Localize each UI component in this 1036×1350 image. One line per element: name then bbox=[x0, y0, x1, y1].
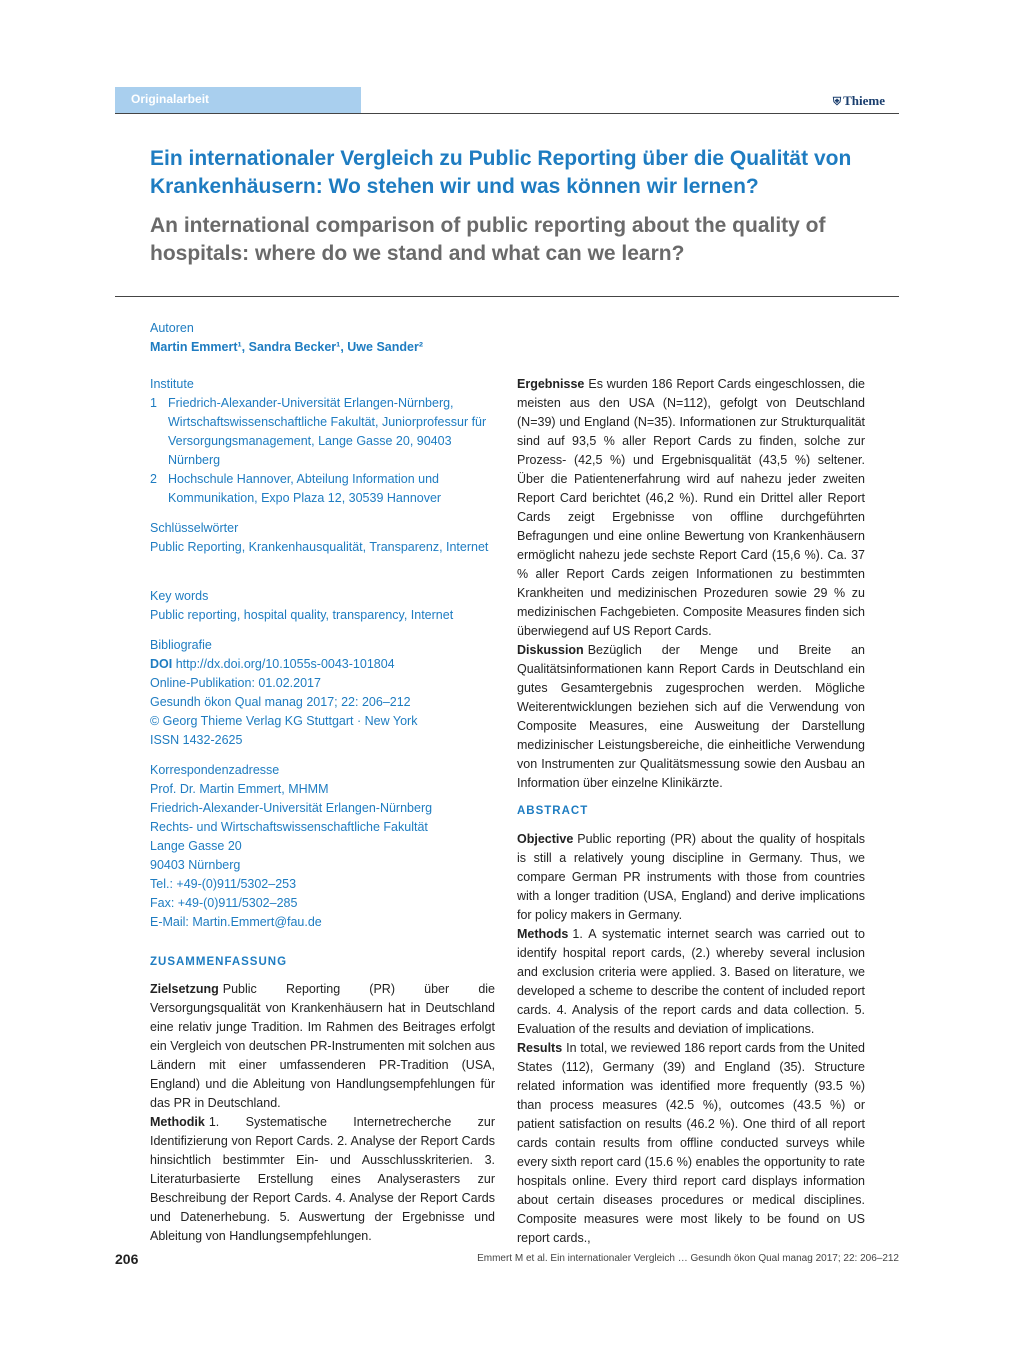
zusammenfassung-block bbox=[150, 953, 495, 1246]
results-label: Results bbox=[517, 1041, 563, 1055]
page-number: 206 bbox=[115, 1251, 139, 1267]
keywords-de-label: Schlüsselwörter bbox=[150, 521, 239, 535]
institutes-block bbox=[150, 375, 495, 508]
publisher-logo bbox=[833, 93, 885, 109]
title-english: An international comparison of public reporting about the quality of hospitals: where do we stand and what can we learn? bbox=[150, 214, 826, 265]
authors-names: Martin Emmert¹, Sandra Becker¹, Uwe Sander² bbox=[150, 340, 423, 354]
diskussion-label: Diskussion bbox=[517, 643, 584, 657]
zielsetzung-text: Public Reporting (PR) über die Versorgungsqualität von Krankenhäusern hat in Deutschland eine relativ junge Tradition. Im Rahmen des Beitrages erfolgt ein Vergleich von deutschen PR-Instrumenten mit solchen aus Ländern mit einer umfassenderen PR-Tradition (USA, England) und die Ableitung von Handlungsempfehlungen für das PR in Deutschland. bbox=[150, 982, 495, 1110]
results-text: In total, we reviewed 186 report cards from the United States (112), Germany (39) and England (35). Structure related information was identified more frequently (93.5 %) than process measures (42.5 %), outcomes (43.5 %) or patient satisfaction on results (46.2 %). One third of all report cards contain results from offline conducted surveys while every sixth report card (15.6 %) enables the opportunity to rate hospitals online. Every third report card displays information about certain diseases procedures or medical disciplines. Composite measures were most likely to be found on US report cards., bbox=[517, 1041, 865, 1245]
institute-item bbox=[150, 470, 495, 508]
methods-label: Methods bbox=[517, 927, 569, 941]
bibliografie-label: Bibliografie bbox=[150, 638, 212, 652]
zielsetzung-paragraph bbox=[150, 980, 495, 1113]
section-tab: Originalarbeit bbox=[115, 87, 361, 113]
keywords-de-block bbox=[150, 519, 495, 557]
title-rule bbox=[115, 296, 899, 297]
zusammenfassung-heading: ZUSAMMENFASSUNG bbox=[150, 956, 288, 968]
correspondence-line: Fax: +49-(0)911/5302–285 bbox=[150, 896, 298, 910]
correspondence-line: Prof. Dr. Martin Emmert, MHMM bbox=[150, 782, 329, 796]
copyright: © Georg Thieme Verlag KG Stuttgart · New York bbox=[150, 714, 418, 728]
methodik-text: 1. Systematische Internetrecherche zur Identifizierung von Report Cards. 2. Analyse der Report Cards hinsichtlich bestimmter Ein- und Ausschlusskriterien. 3. Literaturbasierte Erstellung eines Analyserasters zur Beschreibung der Report Cards. 4. Analyse der Report Cards und Datenerhebung. 5. Auswertung der Ergebnisse und Ableitung von Handlungsempfehlungen. bbox=[150, 1115, 495, 1243]
ergebnisse-paragraph bbox=[517, 375, 865, 641]
ergebnisse-label: Ergebnisse bbox=[517, 377, 585, 391]
correspondence-label: Korrespondenzadresse bbox=[150, 763, 280, 777]
methodik-paragraph bbox=[150, 1113, 495, 1246]
correspondence-block bbox=[150, 761, 495, 932]
objective-paragraph bbox=[517, 830, 865, 925]
results-paragraph bbox=[517, 1039, 865, 1248]
online-date: Online-Publikation: 01.02.2017 bbox=[150, 676, 321, 690]
correspondence-line: 90403 Nürnberg bbox=[150, 858, 241, 872]
journal-ref: Gesundh ökon Qual manag 2017; 22: 206–212 bbox=[150, 695, 411, 709]
objective-label: Objective bbox=[517, 832, 574, 846]
publisher-logo-text: Thieme bbox=[843, 93, 885, 108]
doi-label: DOI bbox=[150, 657, 173, 671]
bibliografie-block bbox=[150, 636, 495, 750]
footer-citation: Emmert M et al. Ein internationaler Vergleich … Gesundh ökon Qual manag 2017; 22: 206–212 bbox=[477, 1253, 899, 1264]
methods-paragraph bbox=[517, 925, 865, 1039]
keywords-en-label: Key words bbox=[150, 589, 209, 603]
objective-text: Public reporting (PR) about the quality of hospitals is still a relatively young discipline in Germany. Thus, we compare German PR instruments with those from countries with a longer tradition (USA, England) and derive implications for policy makers in Germany. bbox=[517, 832, 865, 922]
title-german: Ein internationaler Vergleich zu Public Reporting über die Qualität von Krankenhäusern: Wo stehen wir und was können wir lernen? bbox=[150, 147, 852, 198]
thieme-logo-icon: ⛨ bbox=[832, 96, 842, 108]
diskussion-paragraph bbox=[517, 641, 865, 793]
institutes-label: Institute bbox=[150, 377, 194, 391]
institute-item bbox=[150, 394, 495, 470]
correspondence-line: Friedrich-Alexander-Universität Erlangen-Nürnberg bbox=[150, 801, 433, 815]
ergebnisse-text: Es wurden 186 Report Cards eingeschlossen, die meisten aus den USA (N=112), gefolgt von Deutschland (N=39) und England (N=35). Informationen zur Strukturqualität sind auf 93,5 % aller Report Cards zu finden, solche zur Prozess- (42,5 %) und Ergebnisqualität (43,5 %) seltener. Über die Patientenerfahrung wird auf nahezu jeder zweiten Report Card berichtet (46,2 %). Rund ein Drittel aller Report Cards zeigt Ergebnisse von offline durchgeführten Befragungen und eine online Bewertung von Krankenhäusern ermöglicht nahezu jede sechste Report Card (15,6 %). Ca. 37 % aller Report Cards zeigen Informationen zu bestimmten Krankheiten und medizinischen Prozeduren sowie 29 % zu medizinischen Fachgebieten. Composite Measures finden sich überwiegend auf US Report Cards. bbox=[517, 377, 865, 638]
correspondence-line: Lange Gasse 20 bbox=[150, 839, 242, 853]
right-column bbox=[517, 375, 865, 1248]
keywords-en-text: Public reporting, hospital quality, transparency, Internet bbox=[150, 608, 454, 622]
abstract-heading: ABSTRACT bbox=[517, 805, 589, 817]
authors-block bbox=[150, 319, 495, 357]
keywords-de-text: Public Reporting, Krankenhausqualität, Transparenz, Internet bbox=[150, 540, 489, 554]
methods-text: 1. A systematic internet search was carried out to identify hospital report cards, (2.) whereby several inclusion and exclusion criteria were applied. 3. Based on literature, we developed a scheme to describe the content of included report cards. 4. Analysis of the report cards and data collection. 5. Evaluation of the results and deviation of implications. bbox=[517, 927, 865, 1036]
issn: ISSN 1432-2625 bbox=[150, 733, 243, 747]
keywords-en-block bbox=[150, 587, 495, 625]
institute-number: 1 bbox=[150, 396, 157, 410]
authors-label: Autoren bbox=[150, 321, 194, 335]
correspondence-line: Rechts- und Wirtschaftswissenschaftliche Fakultät bbox=[150, 820, 428, 834]
institute-text: Hochschule Hannover, Abteilung Information und Kommunikation, Expo Plaza 12, 30539 Hannover bbox=[168, 472, 442, 505]
institute-text: Friedrich-Alexander-Universität Erlangen-Nürnberg, Wirtschaftswissenschaftliche Fakultät, Juniorprofessur für Versorgungsmanagement, Lange Gasse 20, 90403 Nürnberg bbox=[168, 396, 487, 467]
methodik-label: Methodik bbox=[150, 1115, 205, 1129]
correspondence-line: Tel.: +49-(0)911/5302–253 bbox=[150, 877, 297, 891]
header-rule bbox=[115, 113, 899, 114]
diskussion-text: Bezüglich der Menge und Breite an Qualitätsinformationen kann Report Cards in Deutschland ein gutes Gesamtergebnis zugesprochen werden. Mögliche Weiterentwicklungen beziehen sich auf die Verwendung von Composite Measures, eine Ausweitung der Darstellung medizinischer Leistungsbereiche, die einheitliche Verwendung von Instrumenten zur Qualitätsmessung sowie den Ausbau an Information über einzelne Klinikärzte. bbox=[517, 643, 865, 790]
correspondence-email[interactable]: E-Mail: Martin.Emmert@fau.de bbox=[150, 915, 322, 929]
zielsetzung-label: Zielsetzung bbox=[150, 982, 219, 996]
doi-link[interactable]: http://dx.doi.org/10.1055s-0043-101804 bbox=[175, 657, 395, 671]
institute-number: 2 bbox=[150, 472, 157, 486]
doi-line bbox=[150, 655, 495, 674]
